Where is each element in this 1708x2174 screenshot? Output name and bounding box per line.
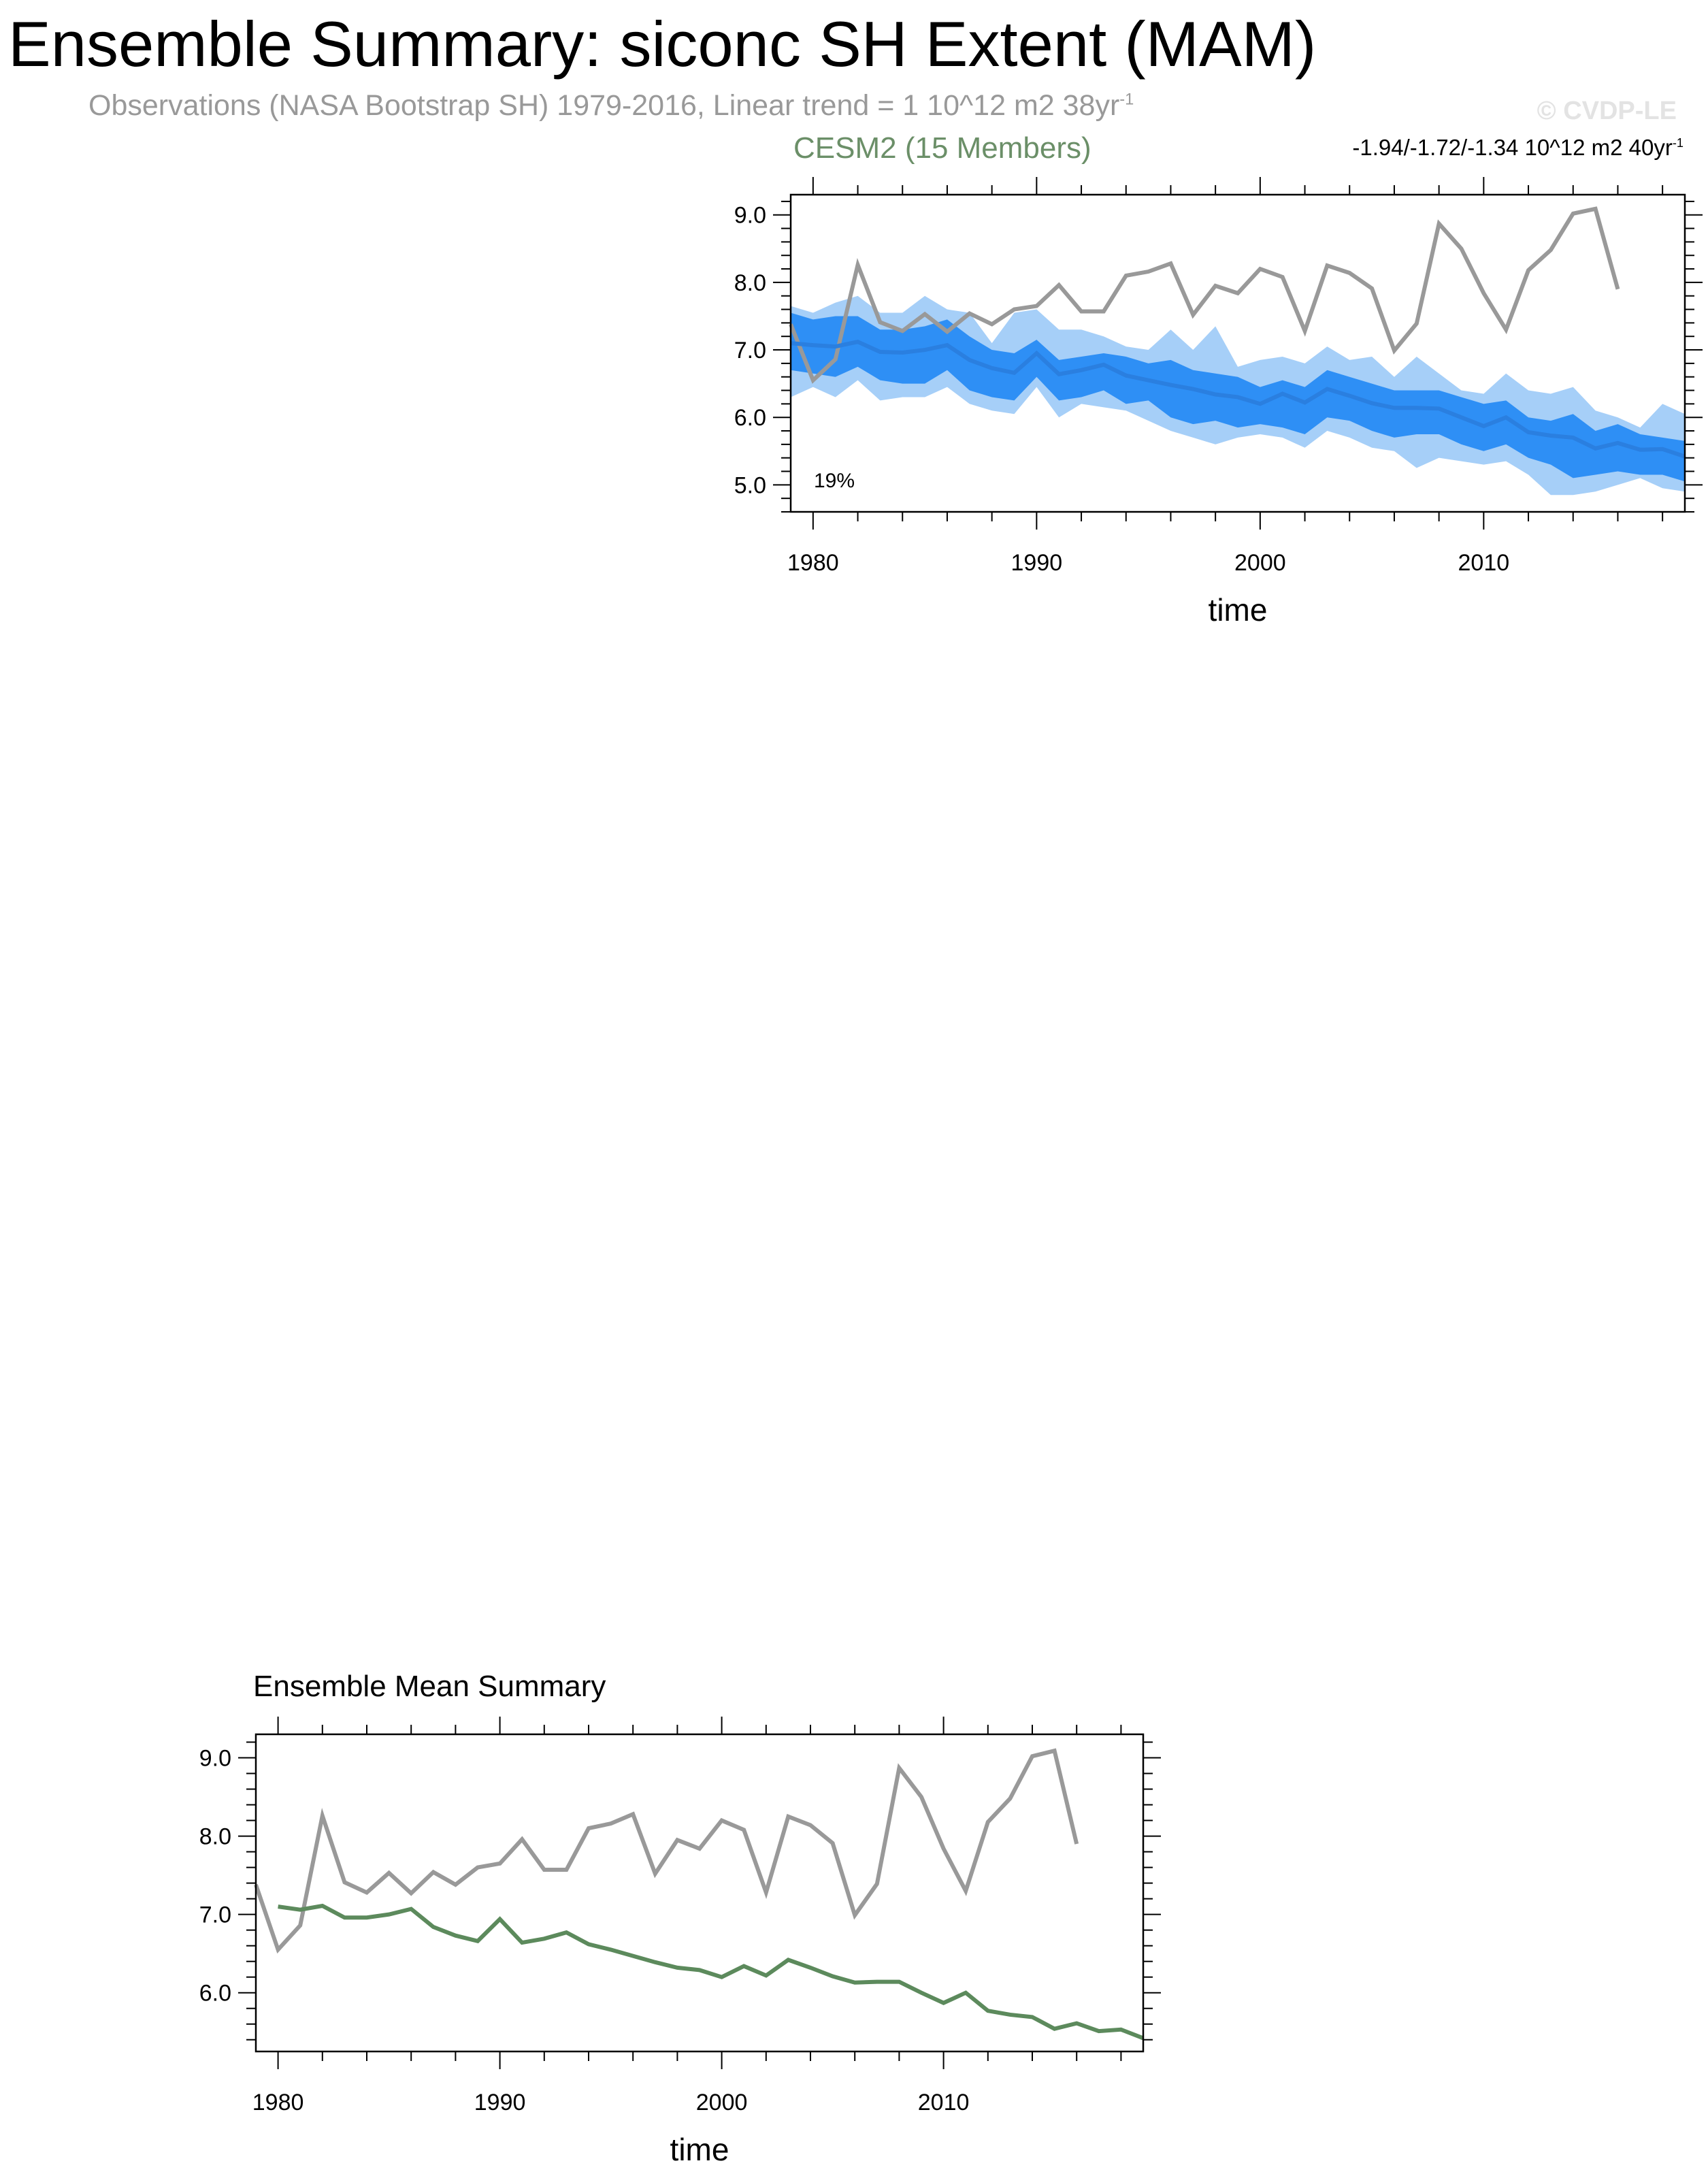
summary-y-tick-label: 9.0 [199,1745,231,1772]
observations-subtitle-exponent: -1 [1119,91,1134,109]
cesm2-x-tick-label: 2000 [1234,550,1286,576]
summary-y-tick-label: 6.0 [199,1980,231,2007]
summary-plot-frame [256,1734,1143,2051]
summary-y-tick-label: 7.0 [199,1902,231,1928]
cesm2-y-tick-label: 7.0 [734,338,766,364]
ensemble-mean-summary-title: Ensemble Mean Summary [253,1670,606,1703]
summary-x-tick-label: 2000 [695,2090,748,2115]
summary-x-axis-label: time [670,2132,729,2167]
cesm2-trend-range-text: -1.94/-1.72/-1.34 10^12 m2 40yr [1352,135,1673,160]
cesm2-trend-range-exponent: -1 [1672,136,1684,150]
cesm2-percent-annotation: 19% [814,470,855,492]
cesm2-plot [734,177,1703,628]
cesm2-y-tick-label: 8.0 [734,270,766,296]
copyright-watermark: © CVDP-LE [1537,97,1677,125]
summary-x-tick-label: 1990 [474,2090,526,2115]
summary-cesm2-line [278,1906,1143,2038]
summary-y-tick-label: 8.0 [199,1823,231,1850]
cesm2-x-axis-label: time [1208,592,1268,628]
summary-x-tick-label: 2010 [917,2090,970,2115]
observations-subtitle-text: Observations (NASA Bootstrap SH) 1979-2016, Linear trend = 1 10^12 m2 38yr [88,89,1120,122]
page-title: Ensemble Summary: siconc SH Extent (MAM) [8,8,1317,80]
cesm2-panel-title: CESM2 (15 Members) [793,131,1091,165]
cesm2-y-tick-label: 9.0 [734,202,766,229]
summary-x-tick-label: 1980 [252,2090,304,2115]
cesm2-y-tick-label: 6.0 [734,405,766,432]
cesm2-x-tick-label: 2010 [1458,550,1510,576]
cesm2-y-tick-label: 5.0 [734,472,766,499]
summary-observations-line [256,1751,1077,1949]
summary-plot [199,1717,1161,2167]
cesm2-x-tick-label: 1990 [1011,550,1063,576]
cesm2-x-tick-label: 1980 [787,550,839,576]
